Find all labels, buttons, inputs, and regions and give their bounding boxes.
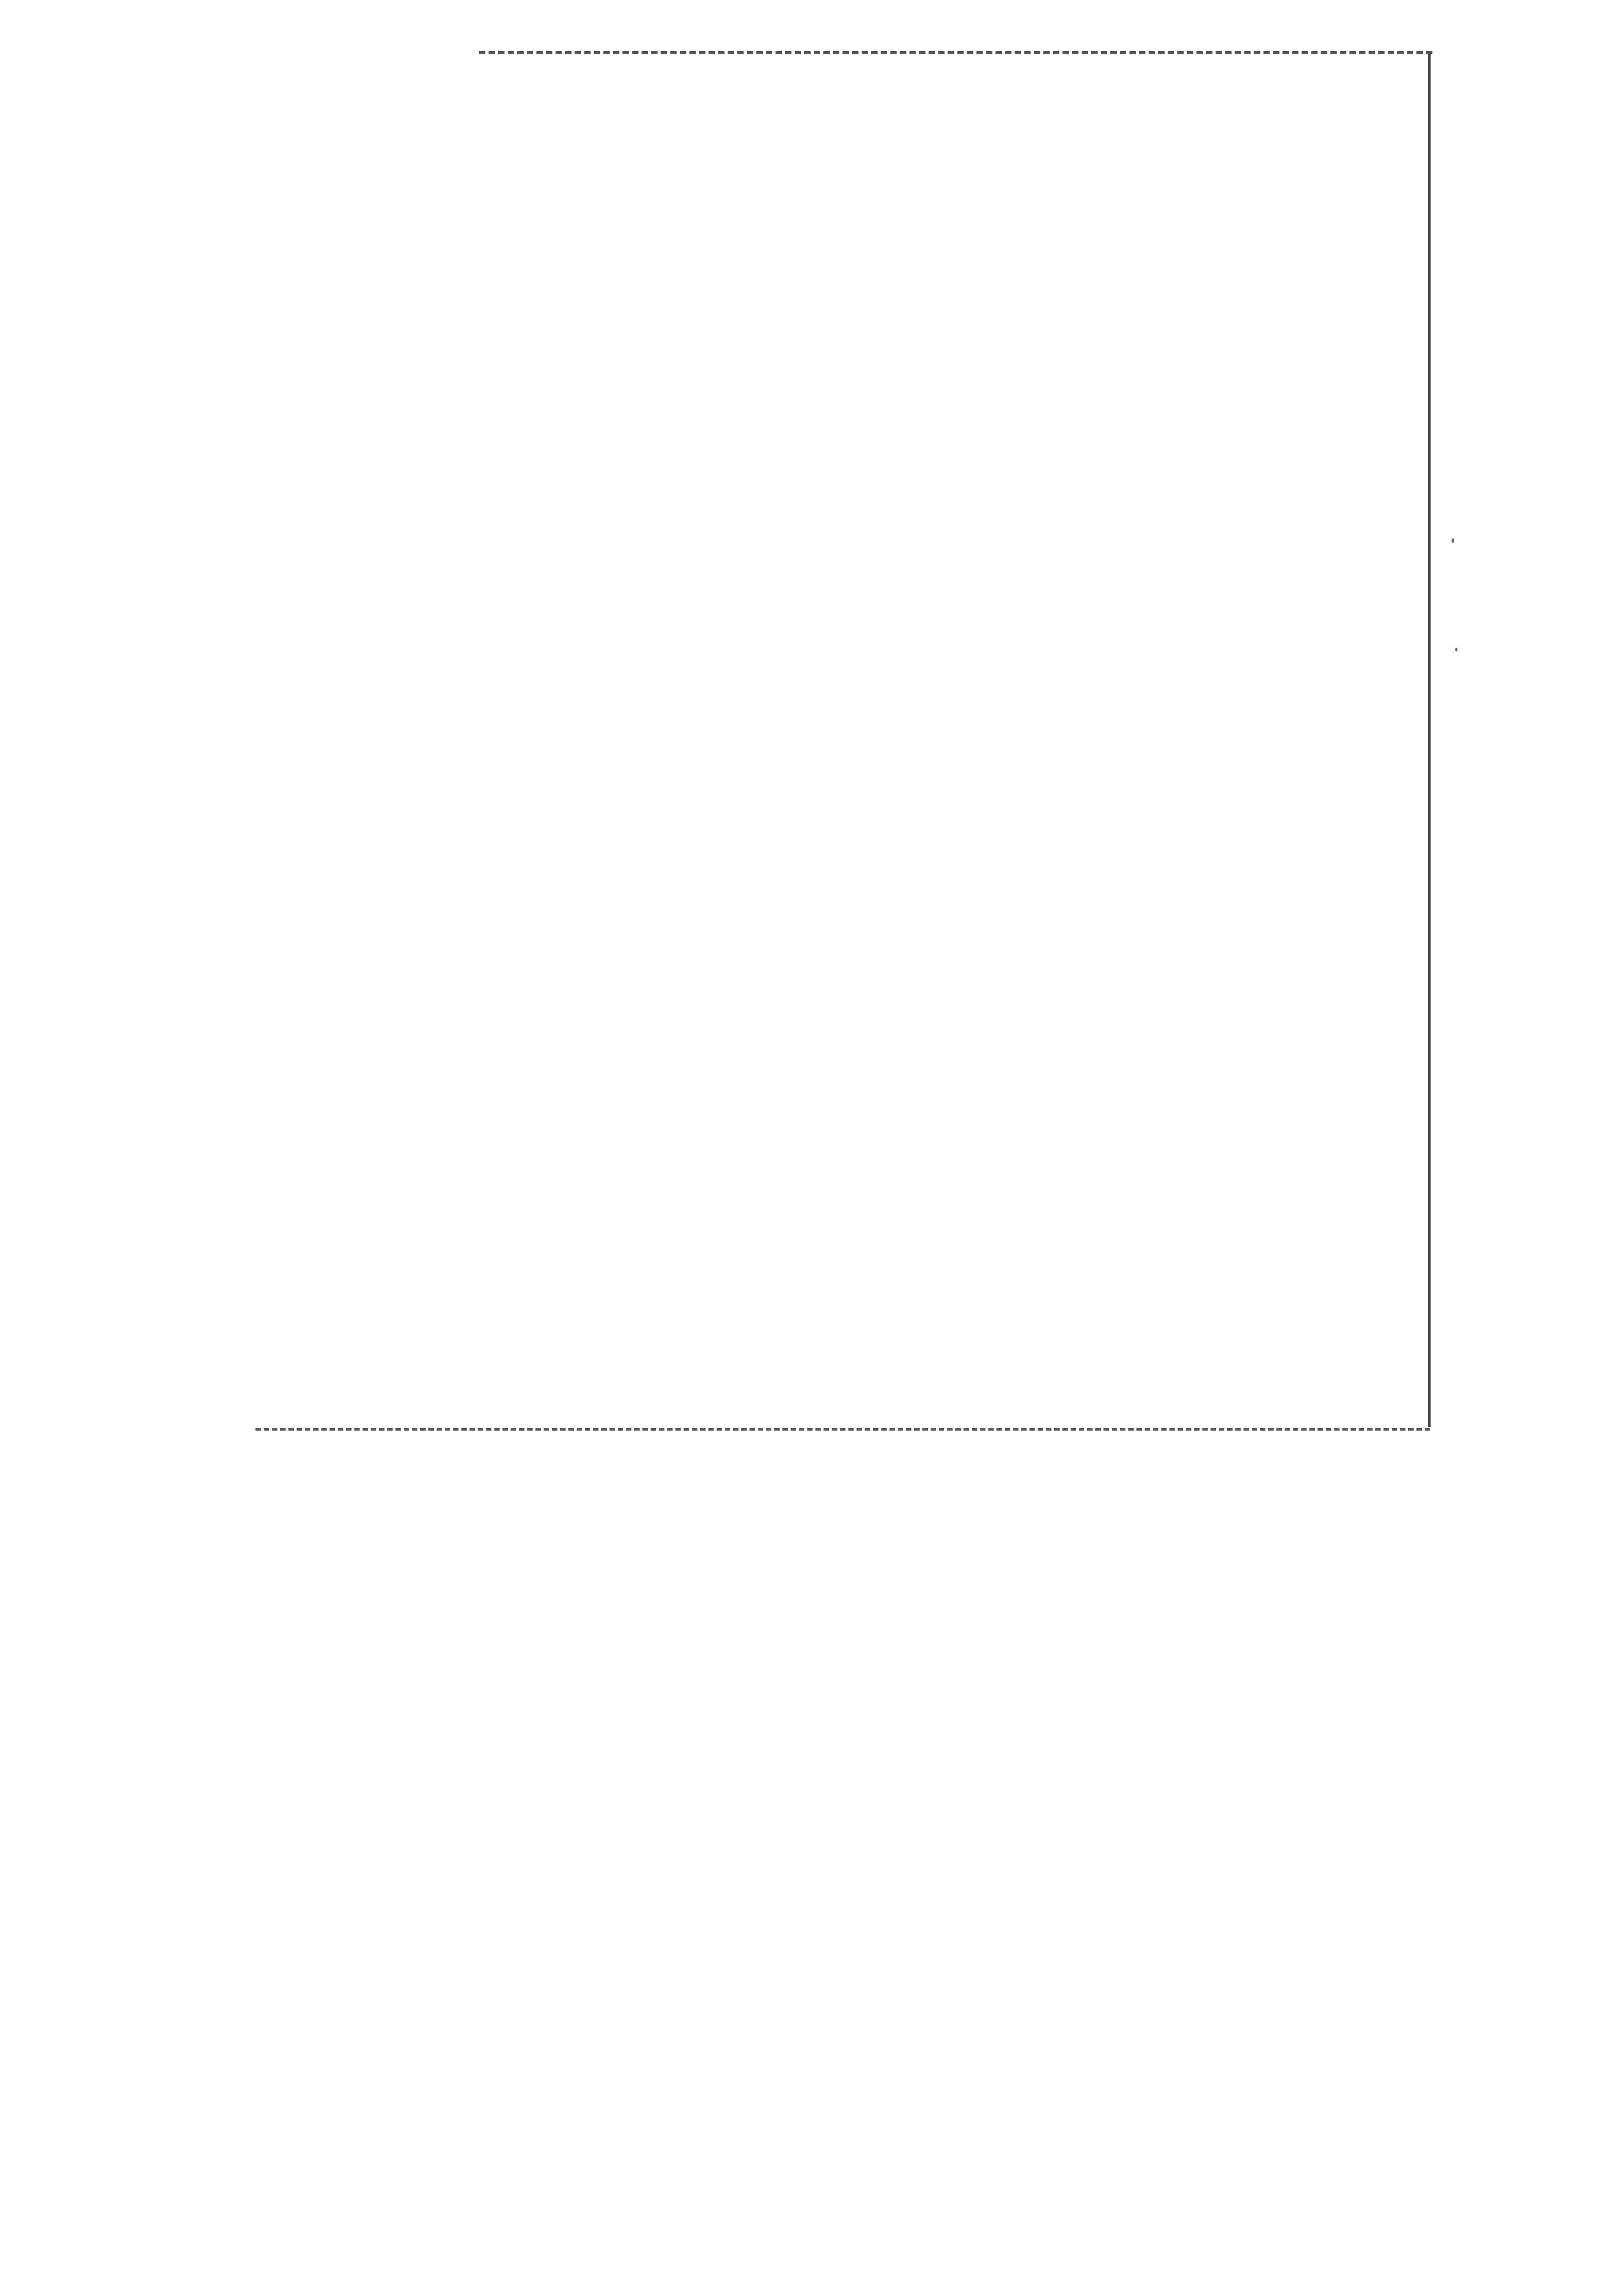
document-title bbox=[474, 87, 1387, 114]
scan-speck bbox=[1452, 538, 1454, 543]
paragraph-11 bbox=[228, 675, 1387, 703]
paragraph-7 bbox=[228, 467, 1387, 495]
scan-frame-bottom-line bbox=[255, 1428, 1430, 1431]
paragraph-5 bbox=[228, 363, 1387, 391]
paragraph-4 bbox=[228, 311, 1387, 339]
scan-speck bbox=[1455, 648, 1457, 651]
paragraph-9 bbox=[228, 571, 1387, 599]
document-page bbox=[228, 87, 1387, 779]
scan-frame-top-line bbox=[479, 51, 1432, 54]
paragraph-2 bbox=[228, 207, 1387, 235]
paragraph-1 bbox=[511, 155, 1387, 183]
paragraph-8 bbox=[228, 519, 1387, 547]
paragraph-12 bbox=[228, 727, 1387, 755]
scan-frame-right-line bbox=[1428, 54, 1431, 1427]
paragraph-3 bbox=[228, 259, 1387, 287]
paragraph-6 bbox=[228, 415, 1387, 443]
paragraph-10 bbox=[228, 623, 1387, 651]
page-number bbox=[739, 1339, 830, 1366]
